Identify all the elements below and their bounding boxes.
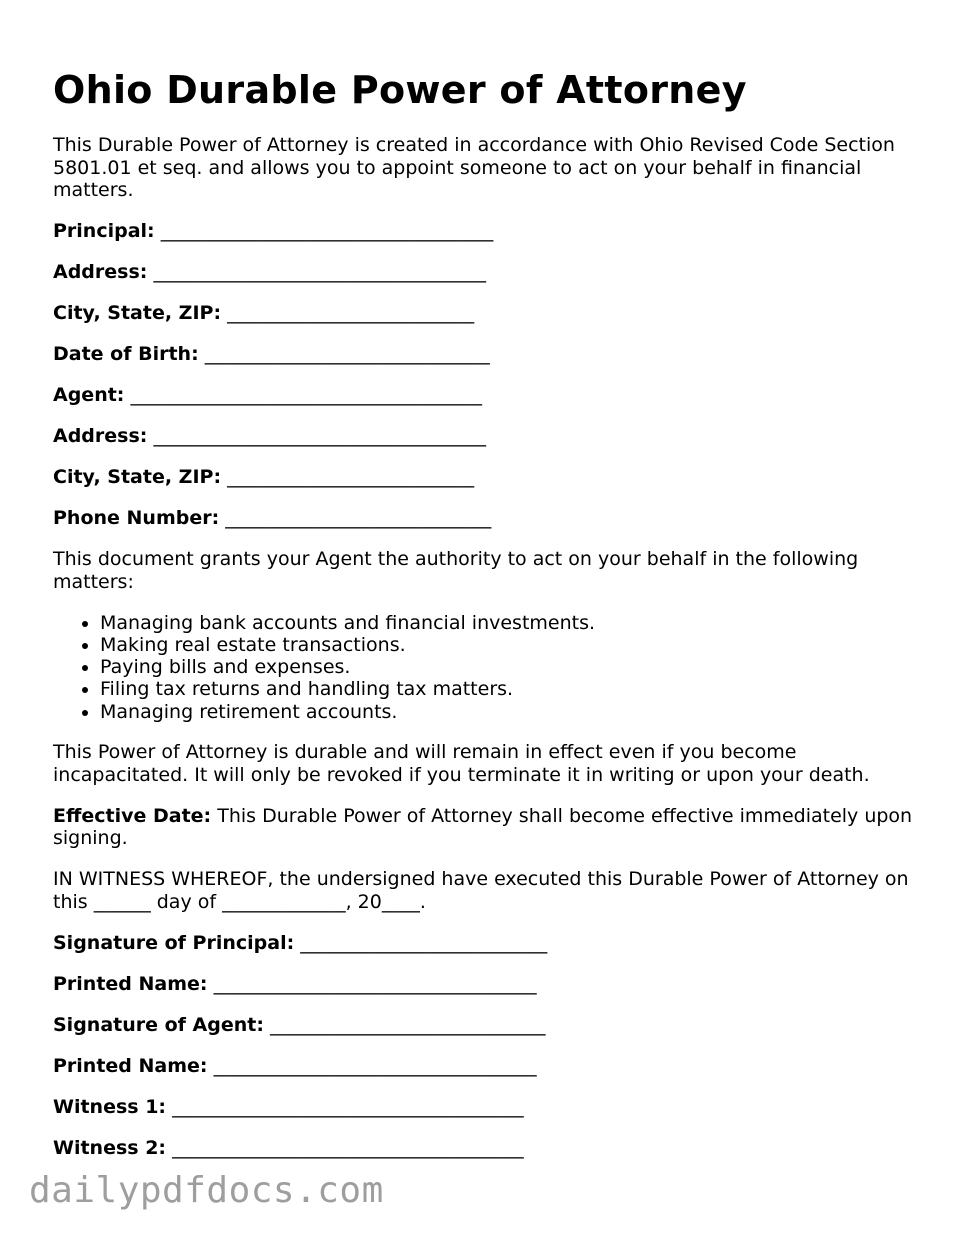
field-label: Signature of Principal: <box>53 931 295 954</box>
field-signature-principal <box>53 932 913 955</box>
field-blank: _____________________________________ <box>172 1136 524 1159</box>
field-blank: ___________________________________ <box>160 220 494 242</box>
field-label: Phone Number: <box>53 507 220 529</box>
field-principal <box>53 220 913 243</box>
field-printed-name-principal <box>53 973 913 996</box>
field-blank: _____________________________ <box>270 1013 546 1036</box>
field-label: Address: <box>53 261 148 283</box>
field-label: Principal: <box>53 220 155 242</box>
list-item: • Filing tax returns and handling tax matters. <box>100 678 913 700</box>
field-blank: _____________________________________ <box>172 1095 524 1118</box>
field-label: Printed Name: <box>53 1054 208 1077</box>
intro-paragraph: This Durable Power of Attorney is created in accordance with Ohio Revised Code Section 5801.01 et seq. and allows you to appoint someone to act on your behalf in financial matters. <box>53 134 895 201</box>
field-label: Witness 1: <box>53 1095 167 1118</box>
list-item: • Paying bills and expenses. <box>100 656 913 678</box>
field-label: Signature of Agent: <box>53 1013 264 1036</box>
effective-date-text: This Durable Power of Attorney shall become effective immediately upon signing. <box>53 804 913 850</box>
field-blank: __________________________ <box>227 302 475 324</box>
durability-paragraph: This Power of Attorney is durable and will remain in effect even if you become incapacitated. It will only be revoked if you terminate it in writing or upon your death. <box>53 741 870 786</box>
field-blank: ___________________________________ <box>153 425 486 447</box>
field-principal-address <box>53 261 913 284</box>
field-blank: __________________________________ <box>213 972 537 995</box>
field-blank: ___________________________________ <box>153 261 486 283</box>
document-title: Ohio Durable Power of Attorney <box>53 68 747 112</box>
field-label: City, State, ZIP: <box>53 466 222 488</box>
list-item: • Making real estate transactions. <box>100 634 913 656</box>
field-witness-2 <box>53 1137 913 1160</box>
authority-intro: This document grants your Agent the authority to act on your behalf in the following matters: <box>53 548 859 593</box>
field-signature-agent <box>53 1014 913 1037</box>
field-label: Printed Name: <box>53 972 208 995</box>
field-blank: __________________________ <box>300 931 548 954</box>
document-page <box>53 66 913 1178</box>
field-blank: ____________________________ <box>225 507 492 529</box>
authority-list <box>53 612 913 723</box>
field-blank: _____________________________________ <box>130 384 482 406</box>
field-blank: __________________________________ <box>213 1054 537 1077</box>
field-label: Date of Birth: <box>53 343 199 365</box>
effective-date-paragraph <box>53 805 913 850</box>
field-agent-city <box>53 466 913 489</box>
principal-agent-fields <box>53 220 913 530</box>
field-date-of-birth <box>53 343 913 366</box>
field-label: Address: <box>53 425 148 447</box>
list-item: • Managing retirement accounts. <box>100 701 913 723</box>
field-agent <box>53 384 913 407</box>
watermark: dailypdfdocs.com <box>29 1170 384 1211</box>
field-principal-city <box>53 302 913 325</box>
field-witness-1 <box>53 1096 913 1119</box>
field-phone-number <box>53 507 913 530</box>
field-agent-address <box>53 425 913 448</box>
field-label: Witness 2: <box>53 1136 167 1159</box>
witness-clause: IN WITNESS WHEREOF, the undersigned have executed this Durable Power of Attorney on this ______ day of _____________, 20____. <box>53 868 909 913</box>
field-blank: ______________________________ <box>204 343 490 365</box>
effective-date-label: Effective Date: <box>53 804 212 827</box>
signature-fields <box>53 932 913 1160</box>
field-printed-name-agent <box>53 1055 913 1078</box>
field-label: Agent: <box>53 384 125 406</box>
list-item: • Managing bank accounts and financial investments. <box>100 612 913 634</box>
field-blank: __________________________ <box>227 466 475 488</box>
field-label: City, State, ZIP: <box>53 302 222 324</box>
